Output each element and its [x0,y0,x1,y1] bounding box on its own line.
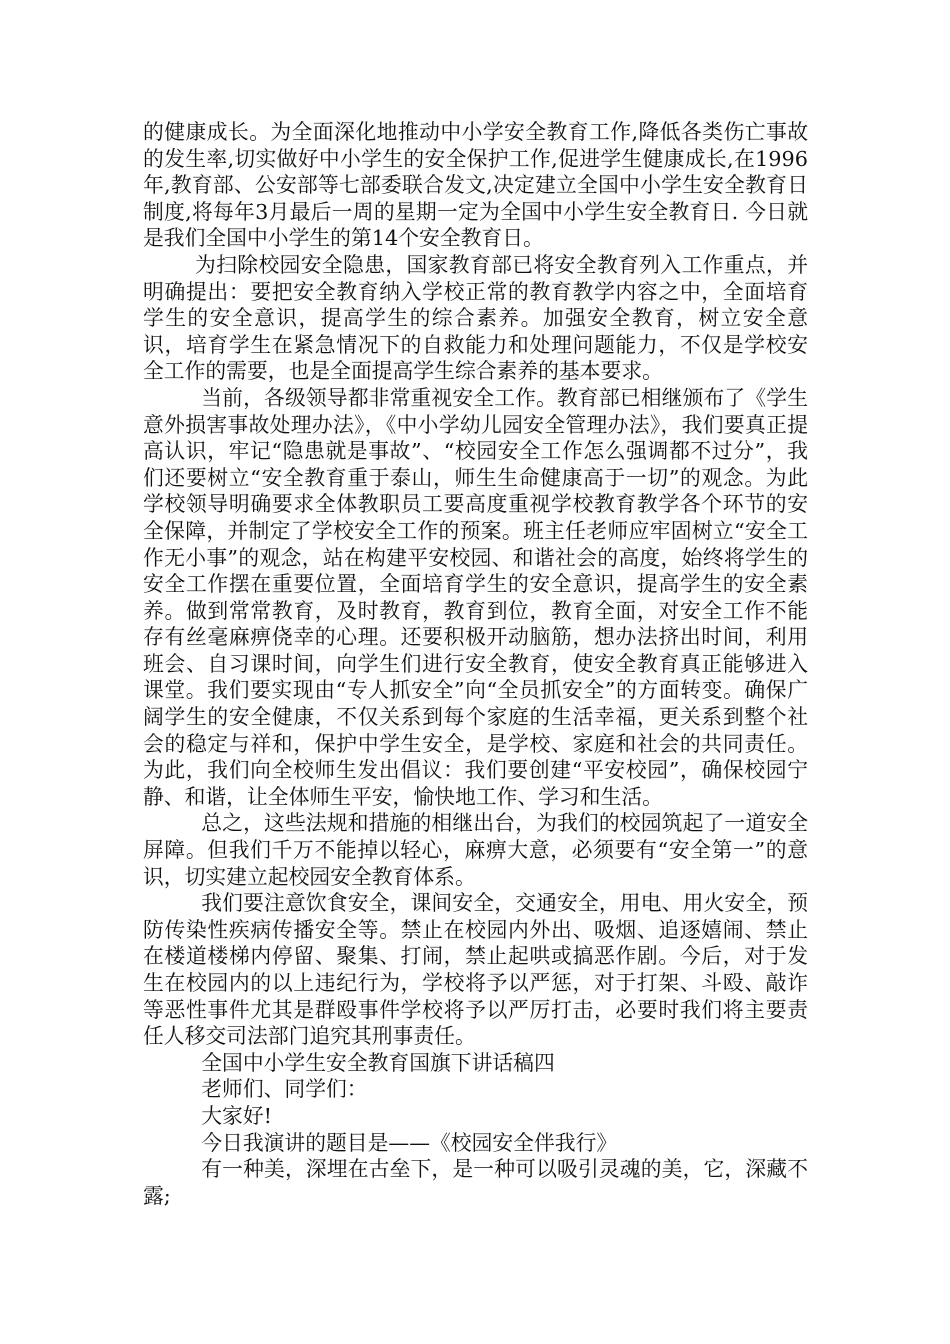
paragraph-leadership: 当前，各级领导都非常重视安全工作。教育部已相继颁布了《学生意外损害事故处理办法》，《中小学幼儿园安全管理办法》，我们要真正提高认识，牢记“隐患就是事故”、“校园安全工作怎么强调都不过分”，我们还要树立“安全教育重于泰山，师生生命健康高于一切”的观念。为此学校领导明确要求全体教职员工要高度重视学校教育教学各个环节的安全保障，并制定了学校安全工作的预案。班主任老师应牢固树立“安全工作无小事”的观念，站在构建平安校园、和谐社会的高度，始终将学生的安全工作摆在重要位置，全面培育学生的安全意识，提高学生的安全素养。做到常常教育，及时教育，教育到位，教育全面，对安全工作不能存有丝毫麻痹侥幸的心理。还要积极开动脑筋，想办法挤出时间，利用班会、自习课时间，向学生们进行安全教育，使安全教育真正能够进入课堂。我们要实现由“专人抓安全”向“全员抓安全”的方面转变。确保广阔学生的安全健康，不仅关系到每个家庭的生活幸福，更关系到整个社会的稳定与祥和，保护中学生安全，是学校、家庭和社会的共同责任。为此，我们向全校师生发出倡议：我们要创建“平安校园”，确保校园宁静、和谐，让全体师生平安，愉快地工作、学习和生活。 [143,385,808,809]
paragraph-intro: 的健康成长。为全面深化地推动中小学安全教育工作,降低各类伤亡事故的发生率,切实做好中小学生的安全保护工作,促进学生健康成长,在1996年,教育部、公安部等七部委联合发文,决定建立全国中小学生安全教育日制度,将每年3月最后一周的星期一定为全国中小学生安全教育日. 今日就是我们全国中小学生的第14个安全教育日。 [143,120,808,251]
speech-opening: 有一种美，深埋在古垒下，是一种可以吸引灵魂的美，它，深藏不露; [143,1157,808,1208]
speech-title: 全国中小学生安全教育国旗下讲话稿四 [201,1050,555,1075]
speech-topic: 今日我演讲的题目是——《校园安全伴我行》 [201,1130,618,1155]
paragraph-conclusion: 总之，这些法规和措施的相继出台，为我们的校园筑起了一道安全屏障。但我们千万不能掉以轻心，麻痹大意，必须要有“安全第一”的意识，切实建立起校园安全教育体系。 [143,811,808,889]
speech-greeting: 老师们、同学们： [201,1077,368,1102]
paragraph-rules: 我们要注意饮食安全，课间安全，交通安全，用电、用火安全，预防传染性疾病传播安全等。禁止在校园内外出、吸烟、追逐嬉闹、禁止在楼道楼梯内停留、聚集、打闹，禁止起哄或搞恶作剧。今后，对于发生在校园内的以上违纪行为，学校将予以严惩，对于打架、斗殴、敲诈等恶性事件尤其是群殴事件学校将予以严厉打击，必要时我们将主要责任人移交司法部门追究其刑事责任。 [143,891,808,1049]
speech-hello: 大家好! [201,1103,272,1128]
paragraph-safety-hazards: 为扫除校园安全隐患，国家教育部已将安全教育列入工作重点，并明确提出：要把安全教育纳入学校正常的教育教学内容之中，全面培育学生的安全意识，提高学生的综合素养。加强安全教育，树立安全意识，培育学生在紧急情况下的自救能力和处理问题能力，不仅是学校安全工作的需要，也是全面提高学生综合素养的基本要求。 [143,252,808,384]
document-page [143,119,808,1209]
